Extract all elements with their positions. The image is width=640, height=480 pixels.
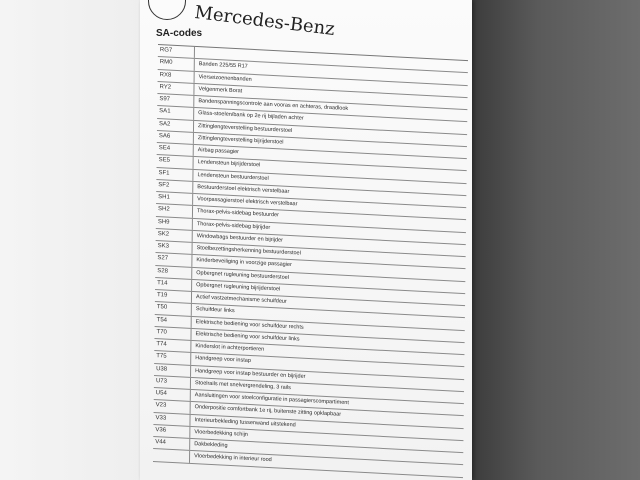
sa-description: Vloerbedekking in interieur rood <box>194 453 272 464</box>
sa-code: V44 <box>153 437 190 450</box>
sa-description: Stoelbezettingsherkenning bestuurderstoel <box>196 245 301 257</box>
sa-description: Vierseizoenenbanden <box>198 73 252 83</box>
background-right <box>470 0 640 480</box>
sa-description: Thorax-pelvis-sidebag bijrijder <box>196 220 271 231</box>
sa-description: Dakbekleding <box>194 441 228 449</box>
sa-description: Opbergnet rugleuning bestuurderstoel <box>196 269 289 281</box>
sa-description: Bandenspanningscontrole aan vooras en achteras, draadlook <box>198 98 349 112</box>
sa-code: RG7 <box>158 45 195 58</box>
sa-code: SH1 <box>156 192 193 205</box>
sa-description: Stoelrails met snelvergrendeling, 3 rails <box>194 379 291 391</box>
sa-description: Aansluitingen voor stoelconfiguratie in passagierscompartiment <box>194 392 349 407</box>
sa-code: V33 <box>153 413 190 426</box>
sa-code: SK2 <box>156 229 193 242</box>
sa-code: SE5 <box>157 155 194 168</box>
sa-code: SA1 <box>157 106 194 119</box>
sa-code: SE4 <box>157 143 194 156</box>
sa-code: T54 <box>155 315 192 328</box>
sa-description: Glass-stoelen/bank op 2e rij bijladen achter <box>198 110 304 122</box>
brand-name: Mercedes-Benz <box>193 2 336 41</box>
sa-description: Airbag passagier <box>197 147 240 156</box>
sa-description: Handgreep voor instap <box>195 355 251 365</box>
sa-code: SF2 <box>156 180 193 193</box>
sa-code: U73 <box>154 376 191 389</box>
sa-description: Lendensteun bijrijderstoel <box>197 159 261 169</box>
sa-code: V36 <box>153 425 190 438</box>
sa-description: Actief vastzetmechanisme schuifdeur <box>195 294 287 305</box>
sa-code: SA2 <box>157 119 194 132</box>
sa-code: T75 <box>154 351 191 364</box>
sa-code: U54 <box>154 388 191 401</box>
sa-codes-table <box>153 44 468 478</box>
sa-code: T50 <box>155 302 192 315</box>
sa-code: SK3 <box>156 241 193 254</box>
sa-description: Interieurbekleding tussenwand uitstekend <box>194 416 296 428</box>
sa-code: T70 <box>154 327 191 340</box>
sa-description: Lendensteun bestuurderstoel <box>197 171 269 182</box>
sa-description: Voorpassagierstoel elektrisch verstelbaar <box>197 196 298 208</box>
sa-description: Bestuurderstoel elektrisch verstelbaar <box>197 183 290 195</box>
sa-code: RY2 <box>157 82 194 95</box>
sa-description: Kinderslot in achterportieren <box>195 343 265 353</box>
sa-description: Velgenmerk Borat <box>198 85 243 95</box>
sa-code: S27 <box>155 253 192 266</box>
sa-code: T19 <box>155 290 192 303</box>
sa-code: SH2 <box>156 204 193 217</box>
sa-description: Elektrische bediening voor schuifdeur rechts <box>195 318 304 331</box>
sa-code: SA6 <box>157 131 194 144</box>
sa-description: Kinderbeveiliging in voorzige passagier <box>196 257 292 269</box>
sa-description: Onderpositie comfortbank 1e rij, buitenste zitting opklapbaar <box>194 404 342 418</box>
sa-code: S28 <box>155 266 192 279</box>
sa-code: RX8 <box>158 70 195 83</box>
sa-code: SH9 <box>156 217 193 230</box>
sa-description: Thorax-pelvis-sidebag bestuurder <box>196 208 279 219</box>
sa-description: Windowbags bestuurder en bijrijder <box>196 232 283 244</box>
background-left <box>0 0 150 480</box>
sa-description: Vloerbedekking schijn <box>194 428 248 438</box>
sa-code: T74 <box>154 339 191 352</box>
sa-code: S97 <box>157 94 194 107</box>
sa-description: Schuifdeur links <box>195 306 235 315</box>
sa-code: SF1 <box>156 168 193 181</box>
sa-description: Opbergnet rugleuning bijrijderstoel <box>196 281 281 293</box>
sa-description: Handgreep voor instap bestuurder en bijrijder <box>195 367 306 380</box>
page-title: SA-codes <box>156 28 203 39</box>
sa-description: Zittinglengteverstelling bestuurderstoel <box>198 122 293 134</box>
sa-code <box>153 449 190 462</box>
sa-code: V23 <box>154 400 191 413</box>
sa-code: RM0 <box>158 57 195 70</box>
sa-description: Banden 225/55 R17 <box>198 61 248 70</box>
sa-description: Elektrische bediening voor schuifdeur links <box>195 330 300 343</box>
sa-code: U38 <box>154 364 191 377</box>
sa-description: Zittinglengteverstelling bijrijderstoel <box>197 134 284 146</box>
sa-code: T14 <box>155 278 192 291</box>
